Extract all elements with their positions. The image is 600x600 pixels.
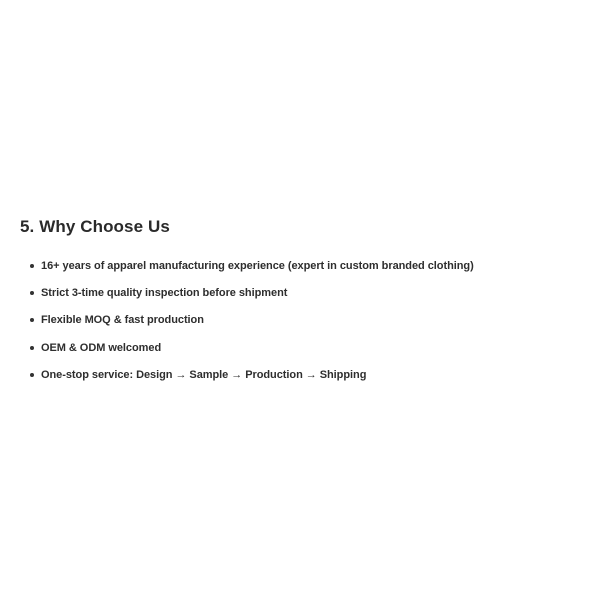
- list-item-text: One-stop service: Design → Sample → Production → Shipping: [41, 368, 367, 381]
- bullet-icon: [30, 346, 34, 350]
- bullet-icon: [30, 318, 34, 322]
- bullet-icon: [30, 291, 34, 295]
- section-heading: 5. Why Choose Us: [20, 217, 170, 236]
- list-item-text: 16+ years of apparel manufacturing experience (expert in custom branded clothing): [41, 259, 474, 272]
- list-item-text: Flexible MOQ & fast production: [41, 314, 204, 327]
- why-choose-us-section: [20, 216, 580, 388]
- bullet-icon: [30, 373, 34, 377]
- reasons-list: [20, 252, 580, 388]
- list-item-text: OEM & ODM welcomed: [41, 341, 162, 354]
- list-item: [30, 307, 580, 334]
- list-item: [30, 252, 580, 279]
- list-item: [30, 361, 580, 388]
- bullet-icon: [30, 264, 34, 268]
- list-item-text: Strict 3-time quality inspection before shipment: [41, 286, 288, 299]
- list-item: [30, 279, 580, 306]
- list-item: [30, 334, 580, 361]
